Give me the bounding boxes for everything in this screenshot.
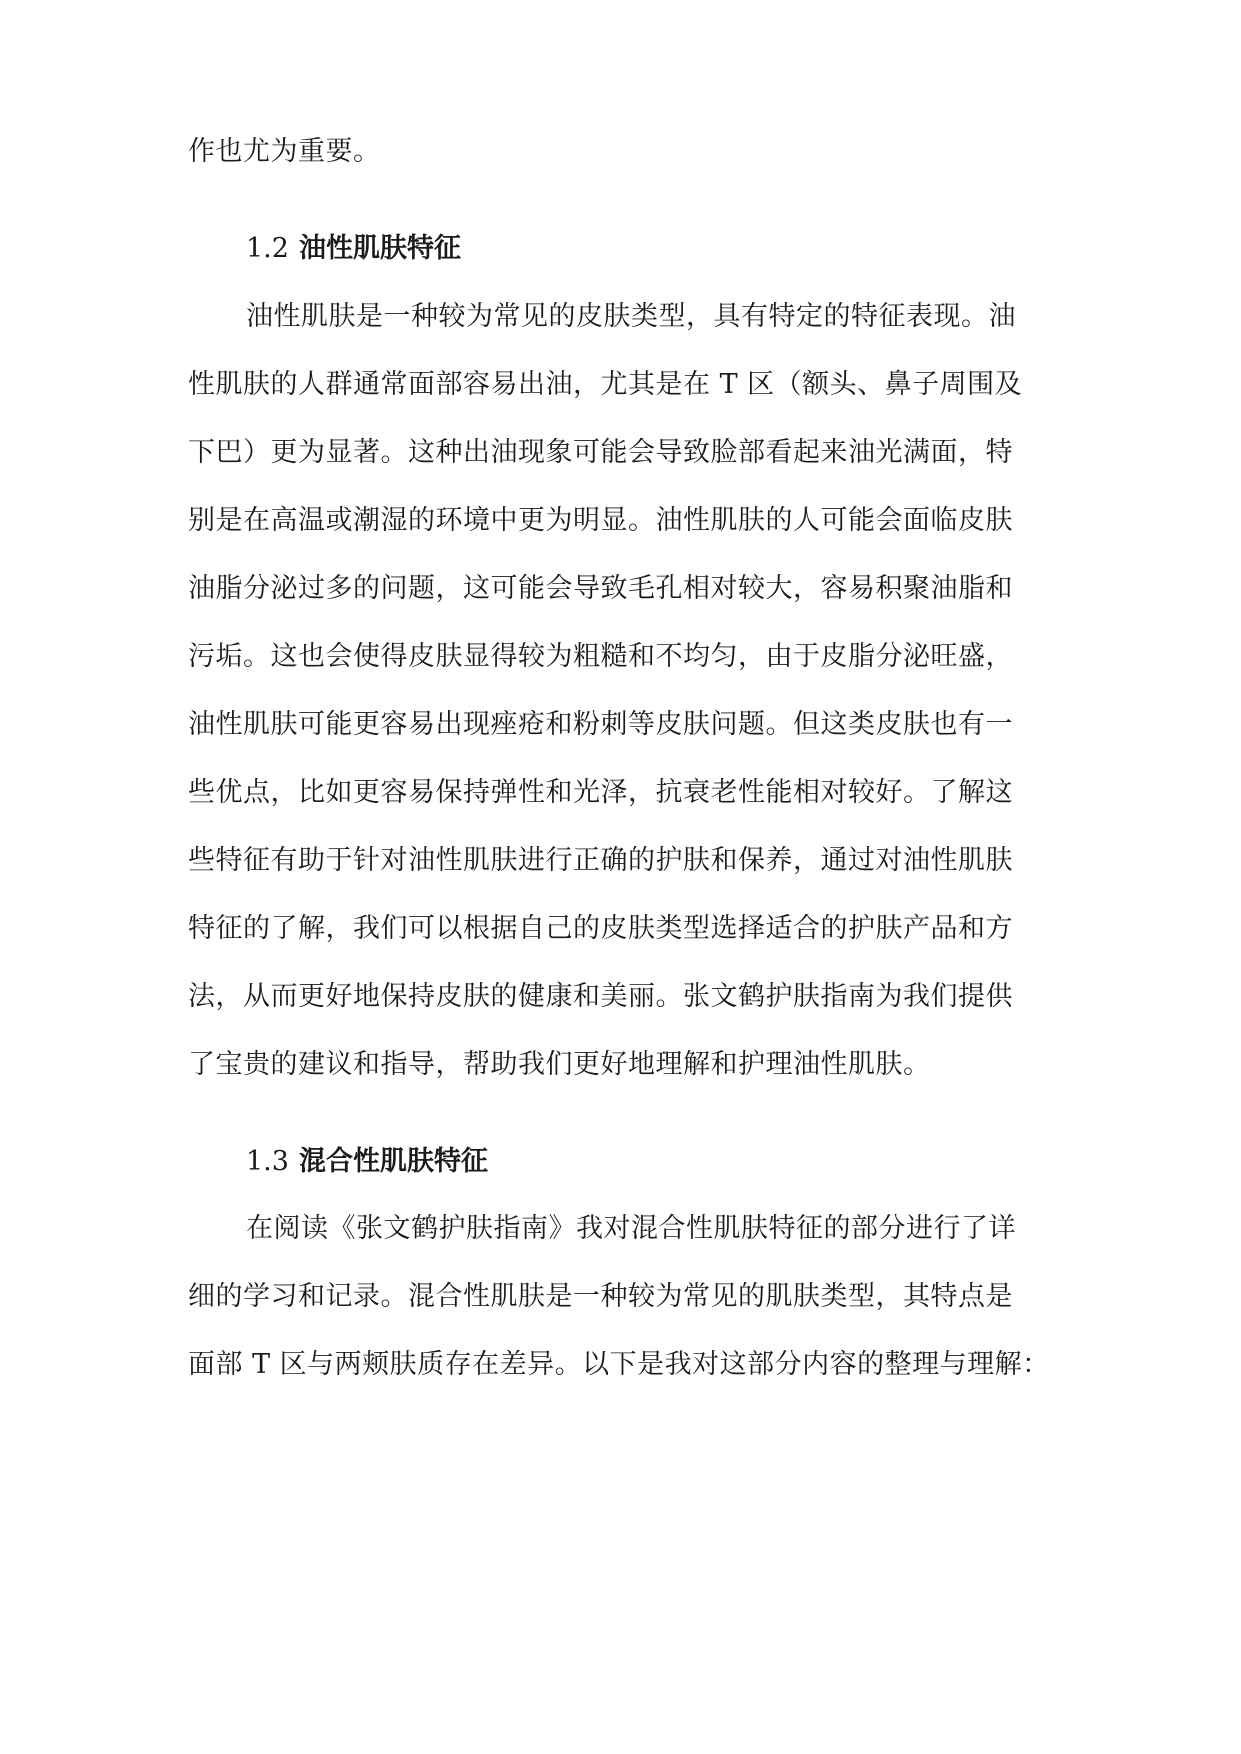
paragraph-line: 污垢。这也会使得皮肤显得较为粗糙和不均匀，由于皮脂分泌旺盛， [188, 641, 1013, 672]
section-heading-1-2 [246, 232, 461, 266]
paragraph-line: 细的学习和记录。混合性肌肤是一种较为常见的肌肤类型，其特点是 [188, 1281, 1013, 1312]
section-title: 油性肌肤特征 [298, 233, 461, 264]
paragraph-line: 性肌肤的人群通常面部容易出油，尤其是在 T 区（额头、鼻子周围及 [188, 369, 1023, 400]
paragraph-line: 特征的了解，我们可以根据自己的皮肤类型选择适合的护肤产品和方 [188, 913, 1013, 944]
section-heading-1-3 [246, 1145, 488, 1179]
paragraph-line: 油性肌肤是一种较为常见的皮肤类型，具有特定的特征表现。油 [246, 301, 1016, 332]
paragraph-line: 些优点，比如更容易保持弹性和光泽，抗衰老性能相对较好。了解这 [188, 777, 1013, 808]
paragraph-line: 别是在高温或潮湿的环境中更为明显。油性肌肤的人可能会面临皮肤 [188, 505, 1013, 536]
paragraph-line: 作也尤为重要。 [188, 136, 381, 167]
paragraph-line: 面部 T 区与两颊肤质存在差异。以下是我对这部分内容的整理与理解： [188, 1349, 1050, 1380]
paragraph-line: 油脂分泌过多的问题，这可能会导致毛孔相对较大，容易积聚油脂和 [188, 573, 1013, 604]
paragraph-line: 些特征有助于针对油性肌肤进行正确的护肤和保养，通过对油性肌肤 [188, 845, 1013, 876]
paragraph-line: 法，从而更好地保持皮肤的健康和美丽。张文鹤护肤指南为我们提供 [188, 981, 1013, 1012]
paragraph-line: 下巴）更为显著。这种出油现象可能会导致脸部看起来油光满面，特 [188, 437, 1013, 468]
paragraph-line: 了宝贵的建议和指导，帮助我们更好地理解和护理油性肌肤。 [188, 1049, 931, 1080]
section-number: 1.3 [246, 1146, 289, 1177]
paragraph-line: 在阅读《张文鹤护肤指南》我对混合性肌肤特征的部分进行了详 [246, 1213, 1016, 1244]
section-number: 1.2 [246, 233, 289, 264]
section-title: 混合性肌肤特征 [298, 1146, 488, 1177]
paragraph-line: 油性肌肤可能更容易出现痤疮和粉刺等皮肤问题。但这类皮肤也有一 [188, 709, 1013, 740]
